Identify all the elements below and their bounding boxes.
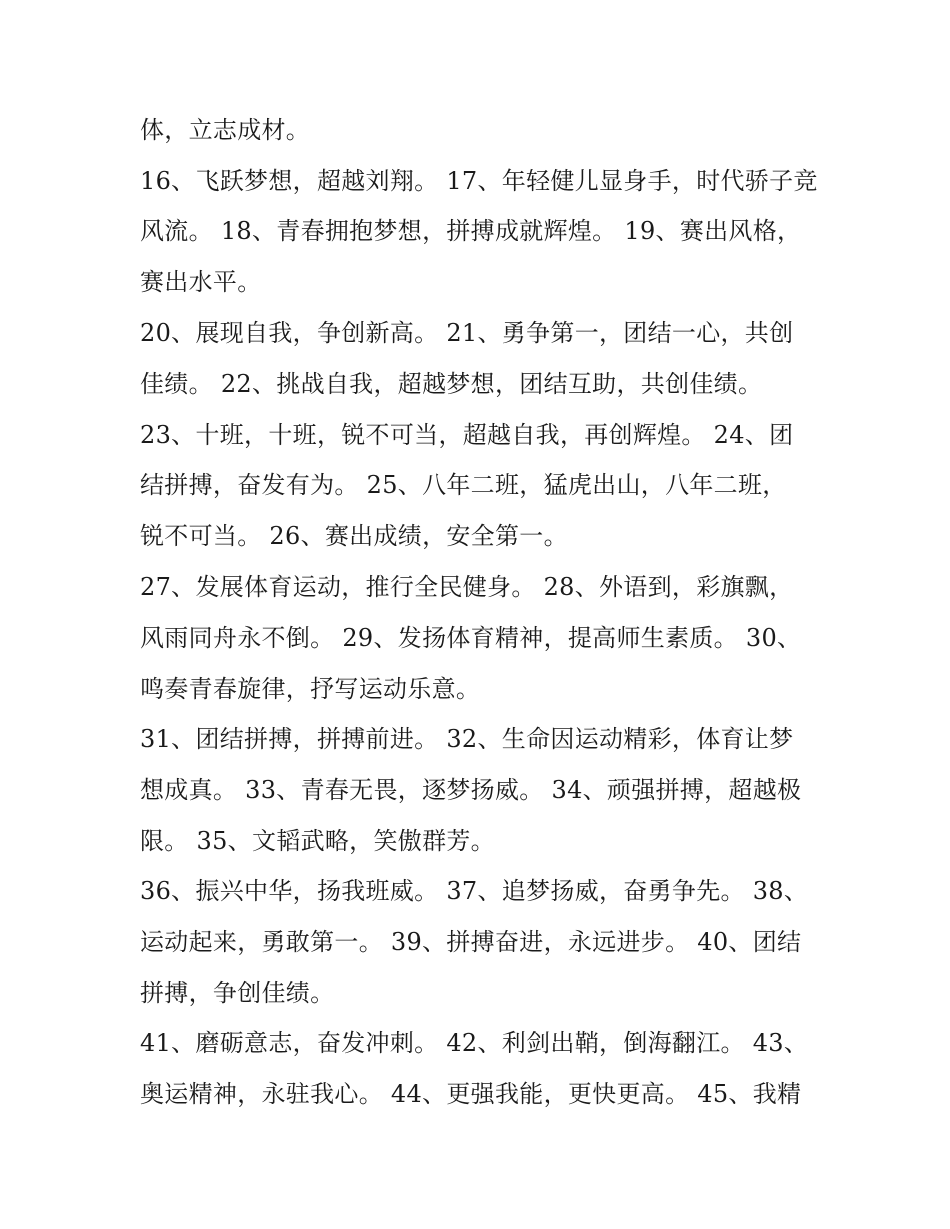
text-line: 想成真。 33、青春无畏，逐梦扬威。 34、顽强拼搏，超越极 bbox=[140, 776, 802, 804]
text-line: 31、团结拼搏，拼搏前进。 32、生命因运动精彩，体育让梦 bbox=[140, 725, 794, 753]
text-line: 风流。 18、青春拥抱梦想，拼搏成就辉煌。 19、赛出风格， bbox=[140, 217, 802, 245]
text-line: 23、十班，十班，锐不可当，超越自我，再创辉煌。 24、团 bbox=[140, 421, 794, 449]
text-line: 36、振兴中华，扬我班威。 37、追梦扬威，奋勇争先。 38、 bbox=[140, 877, 809, 905]
text-line: 鸣奏青春旋律，抒写运动乐意。 bbox=[140, 675, 481, 703]
text-line: 风雨同舟永不倒。 29、发扬体育精神，提高师生素质。 30、 bbox=[140, 624, 802, 652]
text-line: 体，立志成材。 bbox=[140, 116, 311, 144]
text-line: 运动起来，勇敢第一。 39、拼搏奋进，永远进步。 40、团结 bbox=[140, 928, 802, 956]
text-line: 限。 35、文韬武略，笑傲群芳。 bbox=[140, 827, 495, 855]
text-line: 赛出水平。 bbox=[140, 268, 262, 296]
text-line: 拼搏，争创佳绩。 bbox=[140, 979, 335, 1007]
text-line: 锐不可当。 26、赛出成绩，安全第一。 bbox=[140, 522, 568, 550]
text-line: 奥运精神，永驻我心。 44、更强我能，更快更高。 45、我精 bbox=[140, 1080, 802, 1108]
text-line: 16、飞跃梦想，超越刘翔。 17、年轻健儿显身手，时代骄子竞 bbox=[140, 167, 818, 195]
text-line: 27、发展体育运动，推行全民健身。 28、外语到，彩旗飘， bbox=[140, 573, 794, 601]
text-line: 结拼搏，奋发有为。 25、八年二班，猛虎出山，八年二班， bbox=[140, 471, 787, 499]
text-line: 20、展现自我，争创新高。 21、勇争第一，团结一心，共创 bbox=[140, 319, 794, 347]
text-line: 佳绩。 22、挑战自我，超越梦想，团结互助，共创佳绩。 bbox=[140, 370, 763, 398]
text-line: 41、磨砺意志，奋发冲刺。 42、利剑出鞘，倒海翻江。 43、 bbox=[140, 1029, 809, 1057]
